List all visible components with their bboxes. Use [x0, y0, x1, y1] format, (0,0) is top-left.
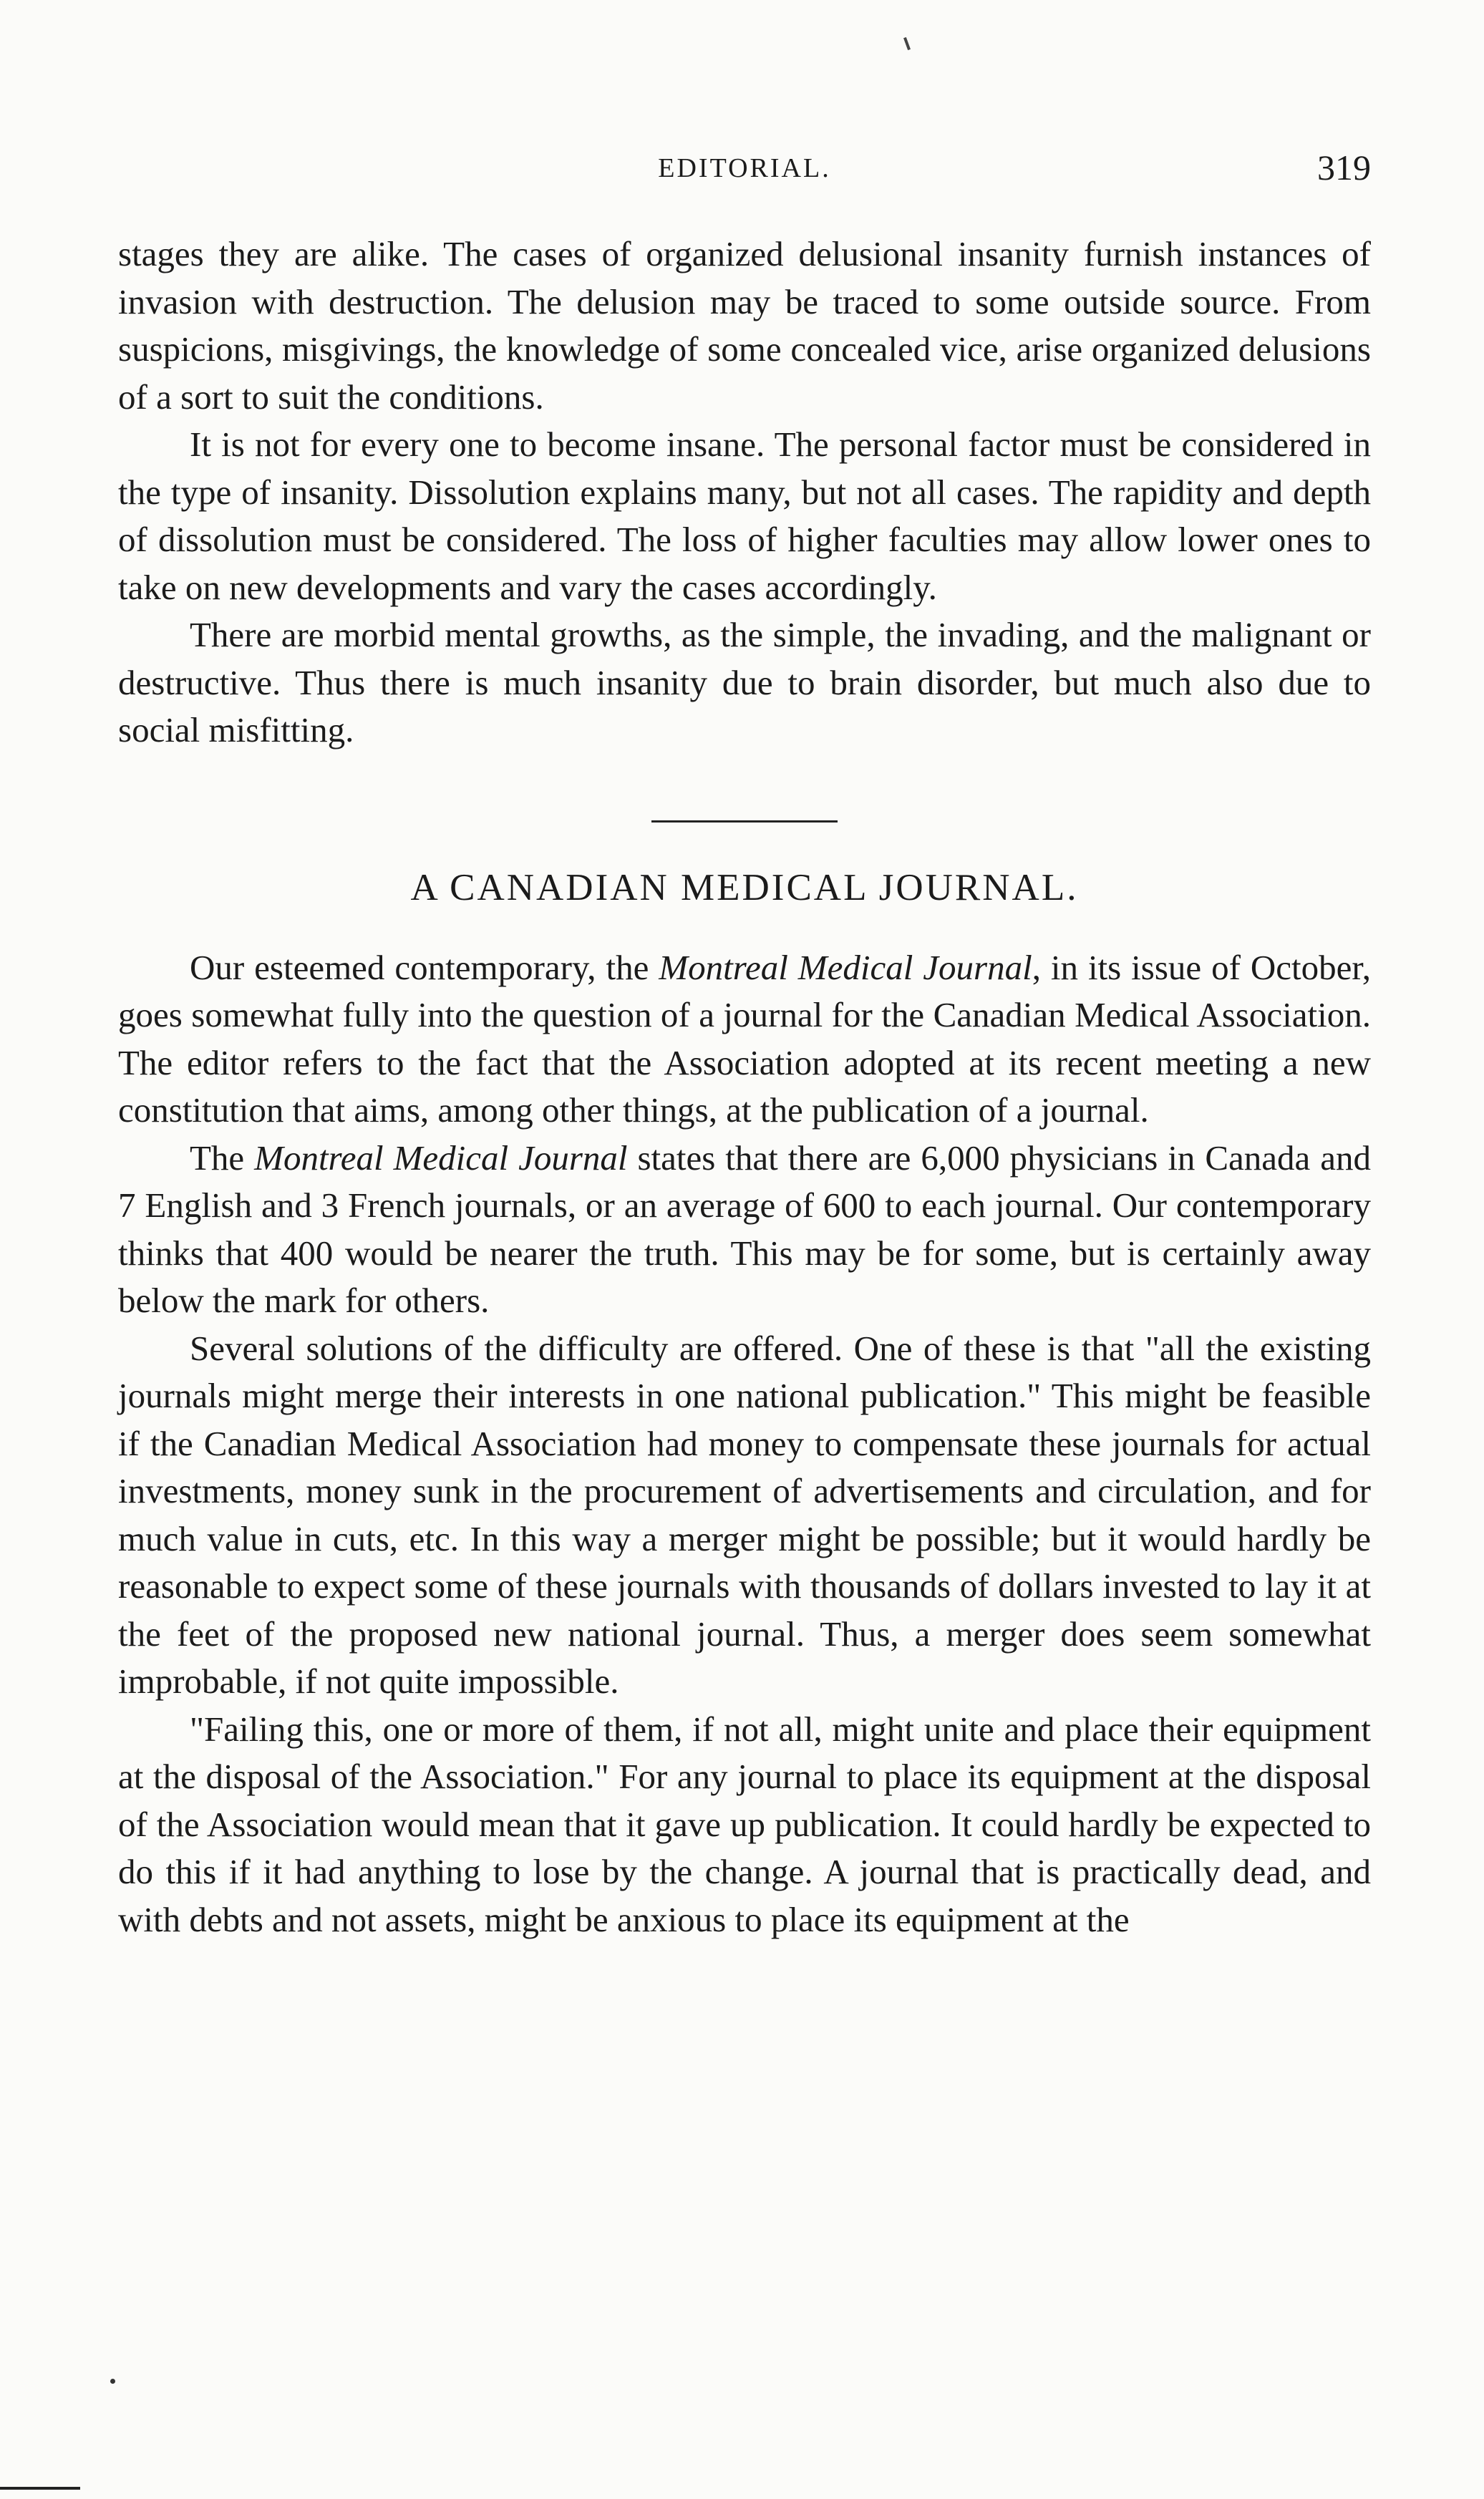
page-number: 319 [1317, 147, 1371, 188]
journal-name: Montreal Medical Journal [254, 1137, 628, 1178]
paragraph [118, 1135, 1371, 1325]
paragraph: stages they are alike. The cases of organized delusional insanity furnish instances of invasion with destruction. The delusion may be traced to some outside source. From suspicions, misgivings, the knowledge of some concealed vice, arise organized delusions of a sort to suit the conditions. [118, 234, 1371, 417]
text-run: states that there are 6,000 physicians in Canada and 7 English and 3 French journals, or an average of 600 to each journal. Our contemporary thinks that 400 would be nearer the truth. This may be for some, but is certainly away below the mark for others. [118, 1137, 1371, 1320]
section-divider [651, 820, 838, 823]
paragraph: Several solutions of the difficulty are offered. One of these is that "all the existing journals might merge their interests in one national publication." This might be feasible if the Canadian Medical Association had money to compensate these journals for actual investments, money sunk in the procurement of advertisements and circulation, and for much value in cuts, etc. In this way a merger might be possible; but it would hardly be reasonable to expect some of these journals with thousands of dollars invested to lay it at the feet of the proposed new national journal. Thus, a merger does seem somewhat improbable, if not quite impossible. [118, 1328, 1371, 1701]
paragraph: There are morbid mental growths, as the simple, the invading, and the malignant or destructive. Thus there is much insanity due to brain disorder, but much also due to social misfitting. [118, 615, 1371, 749]
page-edge-line [0, 2487, 80, 2490]
article-title: A CANADIAN MEDICAL JOURNAL. [410, 866, 1079, 908]
paragraph: It is not for every one to become insane. The personal factor must be considered in the type of insanity. Dissolution explains many, but not all cases. The rapidity and depth of dissolution must be considered. The loss of higher faculties may allow lower ones to take on new developments and vary the cases accordingly. [118, 424, 1371, 607]
text-run: , in its issue of October, goes somewhat fully into the question of a journal for the Canadian Medical Association. The editor refers to the fact that the Association adopted at its recent meeting a new constitution that aims, among other things, at the publication of a journal. [118, 947, 1371, 1130]
margin-dot [110, 2379, 115, 2384]
scan-mark [903, 37, 911, 50]
paragraph: "Failing this, one or more of them, if not all, might unite and place their equipment at the disposal of the Association." For any journal to place its equipment at the disposal of the Association would mean that it gave up publication. It could hardly be expected to do this if it had anything to lose by the change. A journal that is practically dead, and with debts and not assets, might be anxious to place its equipment at the [118, 1709, 1371, 1939]
body-text [118, 231, 1371, 1944]
journal-name: Montreal Medical Journal [659, 947, 1032, 987]
text-run: The [190, 1137, 255, 1178]
text-run: Our esteemed contemporary, the [190, 947, 659, 987]
running-title: EDITORIAL. [658, 153, 831, 183]
paragraph [118, 944, 1371, 1135]
running-head [118, 147, 1371, 190]
